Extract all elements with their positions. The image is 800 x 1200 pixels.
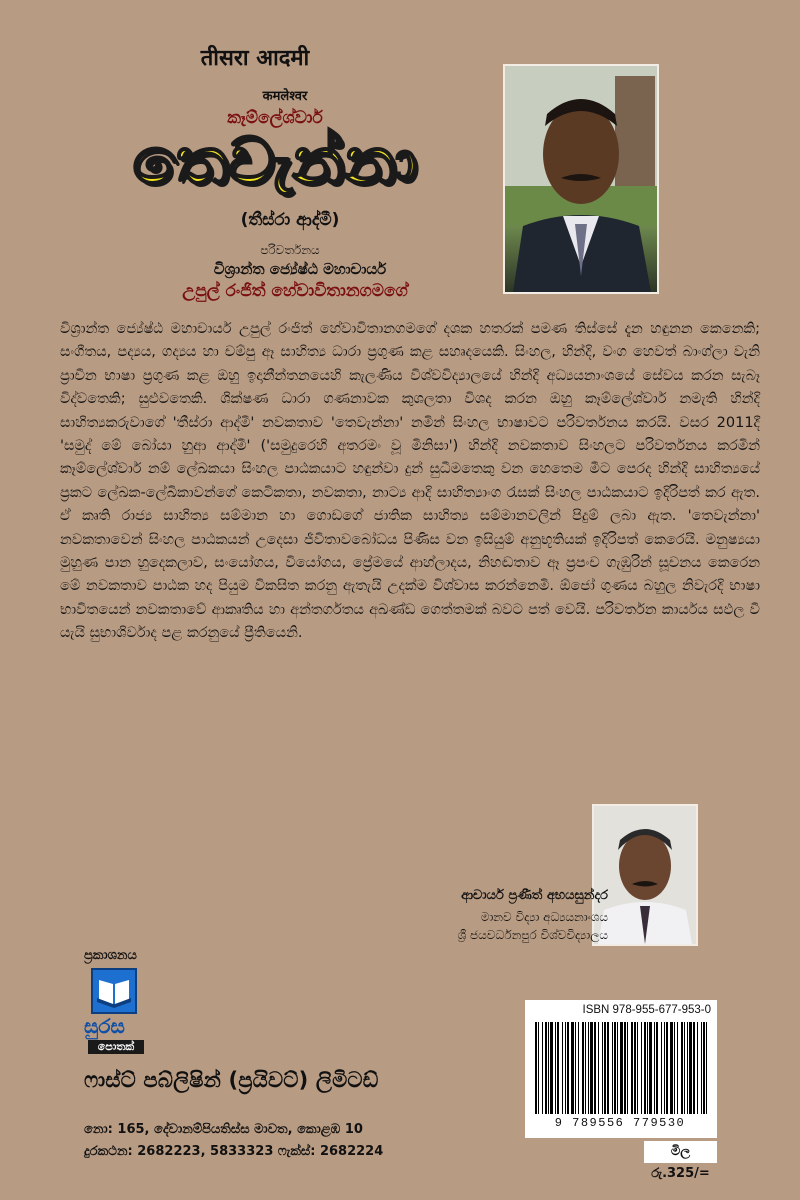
barcode-bar	[641, 1022, 642, 1114]
barcode-bar	[647, 1022, 648, 1114]
barcode-bar	[602, 1022, 603, 1114]
barcode-bar	[535, 1022, 537, 1114]
barcode-bar	[666, 1022, 668, 1114]
barcode-bar	[681, 1022, 683, 1114]
barcode-bar	[538, 1022, 539, 1114]
barcode-bar	[582, 1022, 584, 1114]
blurb-text: විශ්‍රාන්ත ජ්‍යේෂ්ඨ මහාචාර්ය උපුල් රංජිත් හේවාවිතානගමගේ දශක හතරක් පමණ තිස්සේ දැන හඳුනන කෙනෙකි; සංගීතය, පද්‍යය, ගද්‍යය හා චම්පු ඈ සාහිත්‍ය ධාරා ප්‍රගුණ කළ සහෘදයෙකි. සිංහල, හින්දි, වංග හෙවත් බාංග්ලා වැනි ප්‍රාචීන භාෂා ප්‍රගුණ කළ ඔහු ඉදානීන්තනයෙහි කැලණිය විශ්වවිද්‍යාලයේ හින්දි අධ්‍යයනාංශයේ සේවය කරන සැබෑ විද්වතෙකි; සුළුවතෙකි. ශික්ෂණ ධාරා ගණනාවක කුශලතා විශද කරන ඔහු කෑම්ලේශ්වාර් නමැති හින්දි සාහිත්‍යකරුවාගේ 'තීස්රා ආද්මී' නවකතාව 'තෙවැන්නා' නමින් සිංහල භාෂාවට පරිවර්තනය කරයි. වසර 2011දී 'සමුද් මේ බෝයා හුආ ආද්මී' ('සමුදුරෙහි අතරමං වූ මිනිසා') හින්දි නවකතාව සිංහලට පරිවර්තනය කරමින් කෑම්ලේශ්වාර් නම් ලේඛකයා සිංහල පාඨකයාට හඳුන්වා දුන් සුධීමතෙකු වන හෙතෙම මීට පෙරද හින්දි සාහිත්‍යයේ ප්‍රකට ලේඛක-ලේඛිකාවන්ගේ කෙටිකතා, නවකතා, නාට්‍ය ආදි සාහිත්‍යාංග රැසක් සිංහල පාඨකයාට ඉදිරිපත් කර ඇත. ඒ කෘති රාජ්‍ය සාහිත්‍ය සම්මාන හා ගොඩගේ ජාතික සාහිත්‍ය සම්මානවලින් පිදුම් ලබා ඇත. 'තෙවැන්නා' නවකතාවෙන් සිංහල පාඨකයන් උදෙසා ජීවිතාවබෝධය පිණිස වන ඉසියුම් අනුභූතියක් ඉදිරිපත් කෙරෙයි. මනුෂ්‍යයා මුහුණ පාන හුදෙකලාව, සංයෝගය, වියෝගය, ප්‍රේමයේ ආහ්ලාදය, නිහඬතාව ඈ ප්‍රපංච ගැඹුරින් සූචනය කෙරෙන මේ නවකතාව පාඨක හද පියුම විකසිත කරනු ඇතැයි උදක්ම විශ්වාස කරන්නෙමි. ඕජෝ ගුණය බහුල නිවැරදි භාෂා භාවිතයෙන් නවකතාවේ ආකෘතිය හා අන්තර්ගතය අඛණ්ඩ ගෙත්තමක් බවට පත් වෙයි. පරිවර්තන කාර්යය සඵල වී යැයි සුභාශිර්වාද පළ කරනුයේ ප්‍රීතියෙනි.	[60, 321, 760, 642]
barcode-bar	[567, 1022, 569, 1114]
price-tag: මිල රු.325/=	[644, 1141, 717, 1163]
barcode-bar	[706, 1022, 707, 1114]
barcode-bar	[644, 1022, 646, 1114]
barcode-bar	[687, 1022, 688, 1114]
barcode-bar	[578, 1022, 579, 1114]
translation-label: පරිවර්තනය	[260, 243, 320, 257]
isbn-barcode	[525, 1000, 717, 1138]
barcode-bar	[631, 1022, 633, 1114]
barcode-bar	[555, 1022, 556, 1114]
endorser-department: මානව විද්‍යා අධ්‍යයනාංශය	[480, 910, 608, 924]
barcode-bar	[670, 1022, 673, 1114]
barcode-bar	[594, 1022, 596, 1114]
barcode-bars	[535, 1022, 707, 1114]
barcode-bar	[624, 1022, 626, 1114]
barcode-bar	[677, 1022, 678, 1114]
endorser-name: ආචාර්ය ප්‍රණීත් අභයසුන්දර	[461, 888, 608, 903]
isbn-number: ISBN 978-955-677-953-0	[582, 1004, 711, 1016]
hindi-title: तीसरा आदमी	[200, 46, 310, 71]
barcode-bar	[571, 1022, 574, 1114]
barcode-bar	[614, 1022, 616, 1114]
barcode-bar	[664, 1022, 665, 1114]
barcode-bar	[565, 1022, 566, 1114]
barcode-bar	[575, 1022, 576, 1114]
barcode-bar	[661, 1022, 662, 1114]
barcode-bar	[620, 1022, 623, 1114]
book-subtitle: (තීස්රා ආද්මී)	[240, 210, 340, 230]
barcode-bar	[604, 1022, 606, 1114]
barcode-digits: 9 789556 779530	[554, 1116, 686, 1130]
publisher-logo	[91, 968, 137, 1014]
translator-title: විශ්‍රාන්ත ජ්‍යේෂ්ඨ මහාචාර්ය	[213, 260, 387, 278]
barcode-bar	[627, 1022, 628, 1114]
barcode-bar	[590, 1022, 593, 1114]
endorser-portrait-icon	[594, 806, 696, 944]
barcode-bar	[550, 1022, 553, 1114]
barcode-bar	[634, 1022, 636, 1114]
barcode-bar	[598, 1022, 599, 1114]
hindi-author-name: कमलेश्वर	[262, 89, 308, 104]
endorser-university: ශ්‍රී ජයවර්ධනපුර විශ්වවිද්‍යාලය	[457, 928, 608, 942]
barcode-bar	[557, 1022, 559, 1114]
barcode-bar	[585, 1022, 586, 1114]
barcode-bar	[588, 1022, 589, 1114]
translator-name: උපුල් රංජිත් හේවාවිතානගමගේ	[182, 281, 408, 301]
barcode-bar	[684, 1022, 685, 1114]
barcode-bar	[612, 1022, 613, 1114]
publisher-phone: දුරකථන: 2682223, 5833323 ෆැක්ස්: 2682224	[84, 1144, 384, 1159]
open-book-icon	[93, 970, 135, 1012]
barcode-bar	[607, 1022, 609, 1114]
barcode-bar	[693, 1022, 695, 1114]
barcode-bar	[656, 1022, 658, 1114]
barcode-bar	[654, 1022, 655, 1114]
barcode-bar	[649, 1022, 652, 1114]
barcode-bar	[637, 1022, 638, 1114]
barcode-bar	[674, 1022, 675, 1114]
barcode-bar	[689, 1022, 692, 1114]
translator-photo	[503, 64, 659, 294]
publisher-address: නො: 165, දේවානම්පියතිස්ස මාවත, කොළඹ 10	[84, 1122, 363, 1137]
barcode-bar	[542, 1022, 543, 1114]
publisher-logo-text: සුරස	[84, 1014, 125, 1038]
book-title: තෙවැන්නා	[132, 125, 418, 199]
translator-portrait-icon	[505, 66, 657, 292]
publisher-name: ෆාස්ට් පබ්ලිෂින් (ප්‍රයිවට්) ලිමිටඩ්	[84, 1068, 379, 1092]
sinhala-author-name: කෑම්ලේශ්වාර්	[227, 108, 323, 128]
barcode-bar	[703, 1022, 705, 1114]
barcode-bar	[562, 1022, 563, 1114]
barcode-bar	[697, 1022, 698, 1114]
publication-label: ප්‍රකාශනය	[84, 948, 137, 963]
barcode-bar	[548, 1022, 549, 1114]
barcode-bar	[701, 1022, 702, 1114]
publisher-logo-subtext: පොතක්	[88, 1040, 144, 1054]
barcode-bar	[545, 1022, 547, 1114]
barcode-bar	[617, 1022, 618, 1114]
